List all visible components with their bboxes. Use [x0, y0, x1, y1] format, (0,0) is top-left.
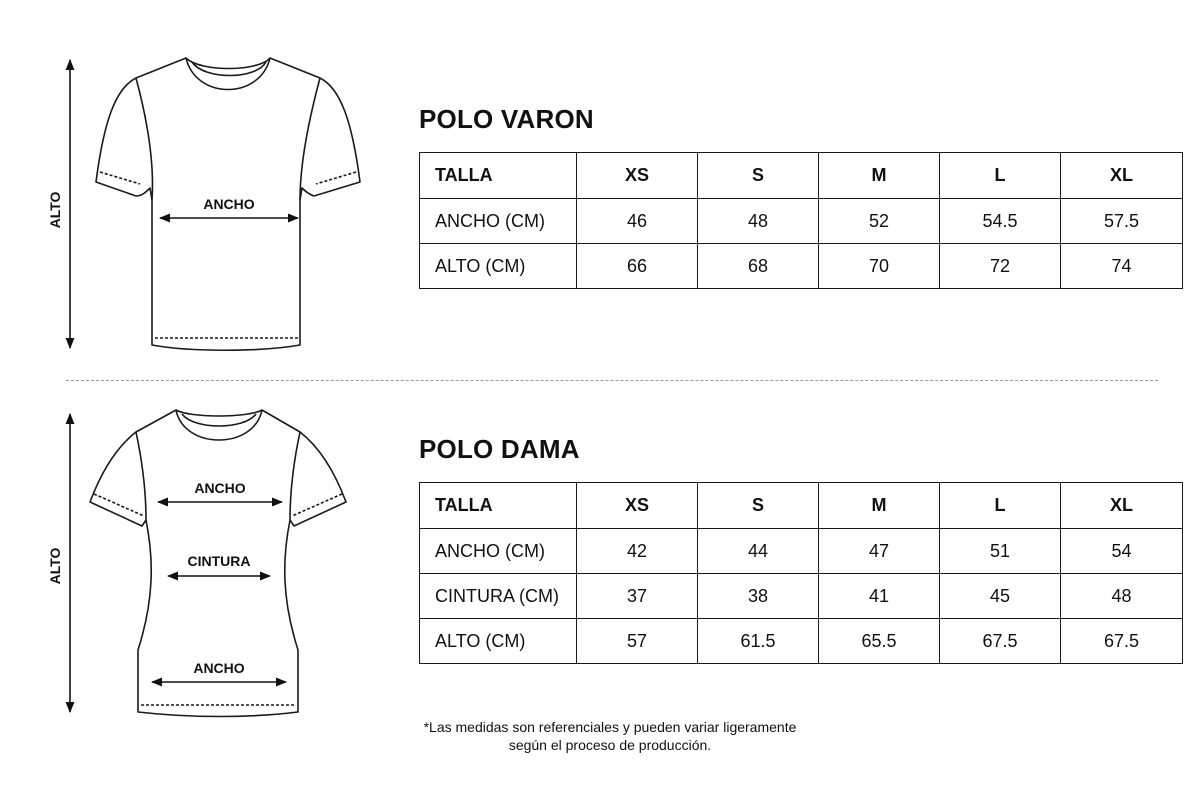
row-label: ALTO (CM) — [420, 619, 577, 664]
women-waist-label: CINTURA — [187, 553, 251, 569]
footnote — [380, 718, 840, 754]
table-cell: 72 — [940, 244, 1061, 289]
row-label: ANCHO (CM) — [420, 199, 577, 244]
men-size-table — [419, 152, 1183, 289]
table-cell: 38 — [698, 574, 819, 619]
table-row — [420, 529, 1183, 574]
table-header-cell: L — [940, 153, 1061, 199]
men-width-label: ANCHO — [203, 196, 255, 212]
table-row — [420, 574, 1183, 619]
women-width-top-label: ANCHO — [194, 480, 246, 496]
table-cell: 37 — [577, 574, 698, 619]
table-cell: 51 — [940, 529, 1061, 574]
table-header-cell: TALLA — [420, 153, 577, 199]
table-cell: 42 — [577, 529, 698, 574]
table-header-row — [420, 483, 1183, 529]
table-cell: 67.5 — [1061, 619, 1183, 664]
table-cell: 57 — [577, 619, 698, 664]
table-cell: 52 — [819, 199, 940, 244]
women-height-label: ALTO — [47, 547, 63, 585]
table-cell: 48 — [698, 199, 819, 244]
men-height-label: ALTO — [47, 191, 63, 229]
women-width-bottom-label: ANCHO — [193, 660, 245, 676]
women-section-title: POLO DAMA — [419, 434, 580, 464]
row-label: ANCHO (CM) — [420, 529, 577, 574]
table-header-cell: M — [819, 153, 940, 199]
footnote-line-2: según el proceso de producción. — [508, 737, 712, 753]
table-cell: 41 — [819, 574, 940, 619]
table-header-cell: XS — [577, 483, 698, 529]
table-header-cell: XL — [1061, 483, 1183, 529]
table-row — [420, 244, 1183, 289]
table-cell: 61.5 — [698, 619, 819, 664]
table-cell: 47 — [819, 529, 940, 574]
table-cell: 67.5 — [940, 619, 1061, 664]
table-cell: 45 — [940, 574, 1061, 619]
table-header-cell: L — [940, 483, 1061, 529]
table-header-cell: S — [698, 483, 819, 529]
table-cell: 66 — [577, 244, 698, 289]
section-divider — [66, 380, 1158, 381]
men-section-title: POLO VARON — [419, 104, 594, 134]
table-cell: 57.5 — [1061, 199, 1183, 244]
table-cell: 54.5 — [940, 199, 1061, 244]
table-header-cell: XS — [577, 153, 698, 199]
table-cell: 68 — [698, 244, 819, 289]
table-header-row — [420, 153, 1183, 199]
table-cell: 48 — [1061, 574, 1183, 619]
table-cell: 74 — [1061, 244, 1183, 289]
table-header-cell: M — [819, 483, 940, 529]
table-cell: 65.5 — [819, 619, 940, 664]
footnote-line-1: *Las medidas son referenciales y pueden variar ligeramente — [423, 719, 797, 735]
table-cell: 54 — [1061, 529, 1183, 574]
table-header-cell: XL — [1061, 153, 1183, 199]
table-header-cell: TALLA — [420, 483, 577, 529]
row-label: ALTO (CM) — [420, 244, 577, 289]
table-header-cell: S — [698, 153, 819, 199]
table-cell: 70 — [819, 244, 940, 289]
women-size-table — [419, 482, 1183, 664]
table-row — [420, 199, 1183, 244]
table-cell: 46 — [577, 199, 698, 244]
row-label: CINTURA (CM) — [420, 574, 577, 619]
table-row — [420, 619, 1183, 664]
table-cell: 44 — [698, 529, 819, 574]
